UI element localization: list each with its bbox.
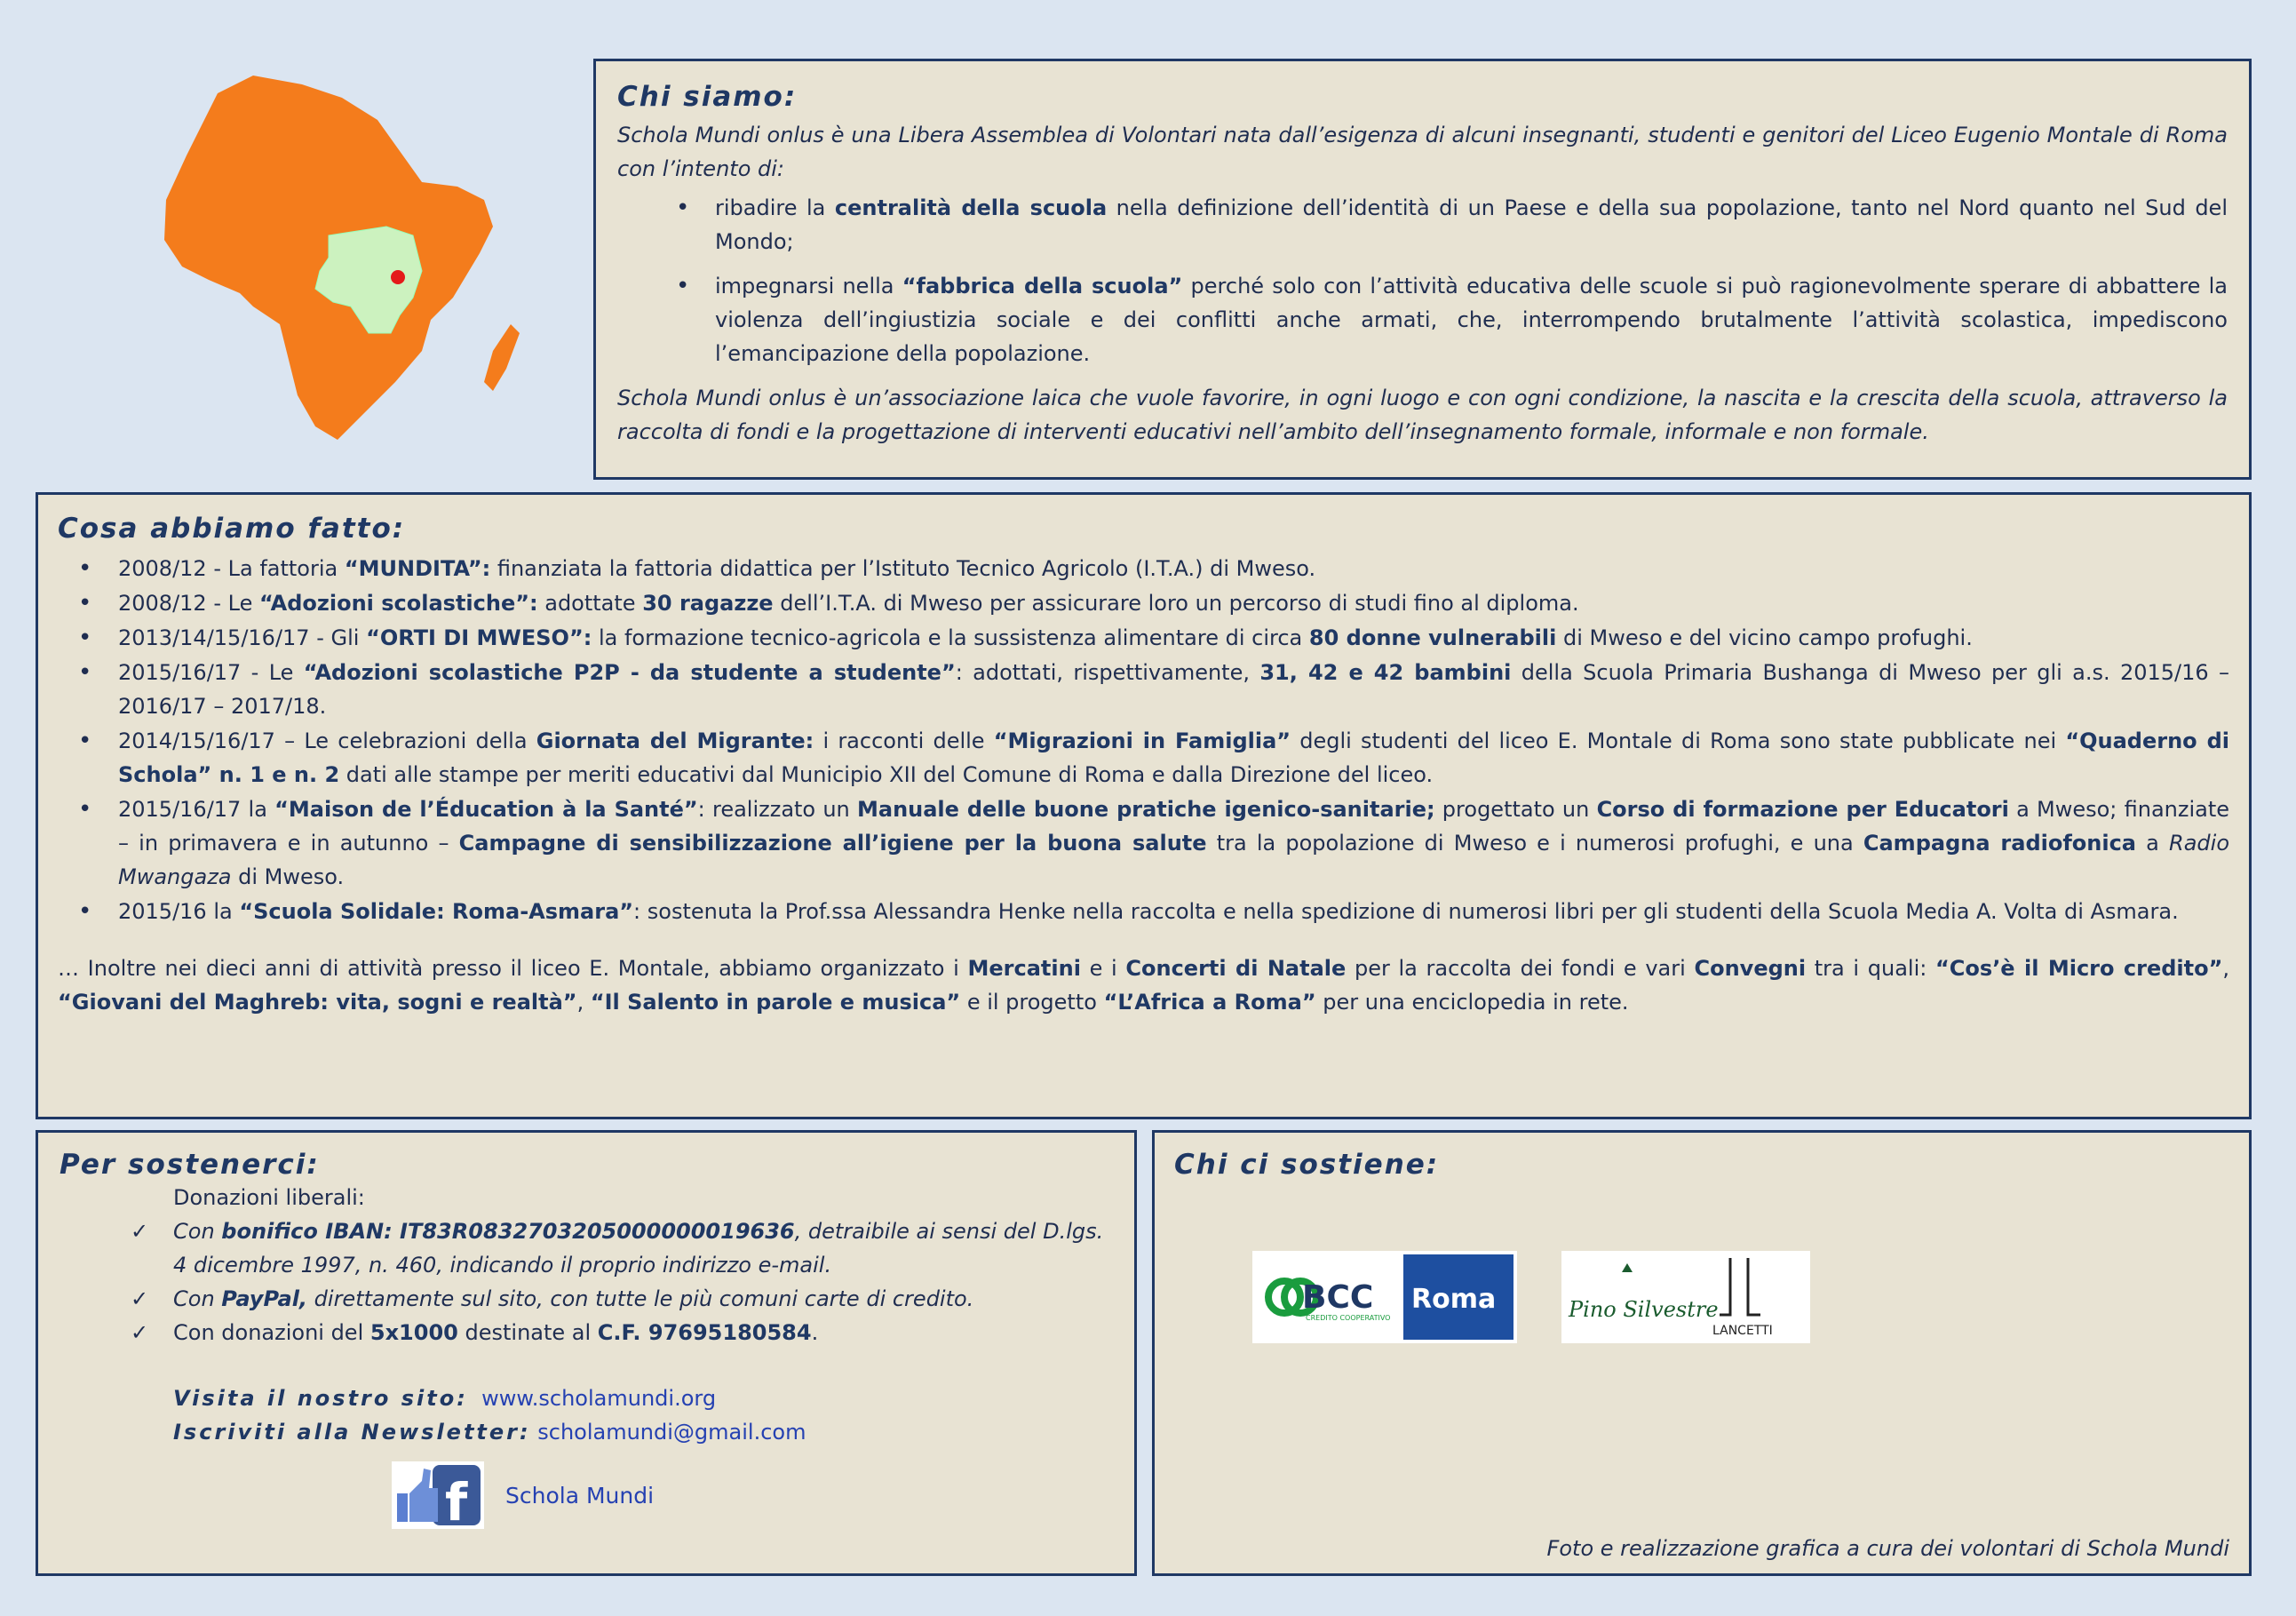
chi-siamo-list: [617, 191, 2228, 370]
sostiene-title: Chi ci sostiene:: [1174, 1149, 1440, 1181]
list-item: • ribadire la centralità della scuola nella definizione dell’identità di un Paese e della sua popolazione, tanto nel Nord quanto nel Sud del Mondo;: [715, 191, 2228, 259]
check-icon: ✓: [131, 1320, 149, 1345]
facebook-link[interactable]: [392, 1461, 654, 1529]
list-item: • impegnarsi nella “fabbrica della scuola” perché solo con l’attività educativa delle scuole si può ragionevolmente sperare di abbattere la violenza dell’ingiustizia sociale e dei conflitti anche armati, che, interrompendo brutalmente l’attività scolastica, impediscono l’emancipazione della popolazione.: [715, 269, 2228, 370]
list-item: ✓ Con bonifico IBAN: IT83R0832703205000000019636, detraibile ai sensi del D.lgs. 4 dicembre 1997, n. 460, indicando il proprio indirizzo e-mail.: [60, 1214, 1113, 1282]
pino-silvestre-lancetti-logo: [1561, 1251, 1810, 1343]
newsletter-line: [173, 1415, 1113, 1449]
roma-text: Roma: [1411, 1284, 1497, 1315]
svg-text:f: f: [445, 1472, 468, 1529]
donations-label: Donazioni liberali:: [173, 1185, 365, 1210]
bcc-subtext: CREDITO COOPERATIVO: [1306, 1314, 1391, 1322]
cosa-extra: … Inoltre nei dieci anni di attività presso il liceo E. Montale, abbiamo organizzato i Mercatini e i Concerti di Natale per la raccolta dei fondi e vari Convegni tra i quali: “Cos’è il Micro credito”, “Giovani del Maghreb: vita, sogni e realtà”, “Il Salento in parole e musica” e il progetto “L’Africa a Roma” per una enciclopedia in rete.: [58, 956, 2230, 1015]
per-sostenerci-box: [36, 1130, 1137, 1576]
list-item: • 2008/12 - La fattoria “MUNDITA”: finanziata la fattoria didattica per l’Istituto Tecnico Agricolo (I.T.A.) di Mweso.: [118, 552, 2229, 585]
mweso-marker: [391, 270, 405, 284]
website-line: [173, 1381, 1113, 1415]
list-item: • 2015/16/17 - Le “Adozioni scolastiche P2P - da studente a studente”: adottati, rispettivamente, 31, 42 e 42 bambini della Scuola Primaria Bushanga di Mweso per gli a.s. 2015/16 – 2016/17 – 2017/18.: [118, 656, 2229, 723]
check-icon: ✓: [131, 1219, 149, 1244]
list-item: • 2014/15/16/17 – Le celebrazioni della Giornata del Migrante: i racconti delle “Migrazioni in Famiglia” degli studenti del liceo E. Montale di Roma sono state pubblicate nei “Quaderno di Schola” n. 1 e n. 2 dati alle stampe per meriti educativi dal Municipio XII del Comune di Roma e dalla Direzione del liceo.: [118, 724, 2229, 792]
facebook-label: Schola Mundi: [505, 1482, 655, 1509]
chi-siamo-outro: Schola Mundi onlus è un’associazione laica che vuole favorire, in ogni luogo e con ogni condizione, la nascita e la crescita della scuola, attraverso la raccolta di fondi e la progettazione di interventi educativi nell’ambito dell’insegnamento formale, informale e non formale.: [617, 386, 2228, 444]
cosa-title: Cosa abbiamo fatto:: [58, 513, 406, 545]
check-icon: ✓: [131, 1286, 149, 1311]
chi-ci-sostiene-box: [1152, 1130, 2252, 1576]
chi-siamo-title: Chi siamo:: [617, 81, 798, 113]
newsletter-email-link[interactable]: scholamundi@gmail.com: [537, 1420, 806, 1445]
chi-siamo-intro: Schola Mundi onlus è una Libera Assemblea di Volontari nata dall’esigenza di alcuni insegnanti, studenti e genitori del Liceo Eugenio Montale di Roma con l’intento di:: [617, 123, 2228, 181]
africa-map: [155, 67, 528, 449]
lancetti-text: LANCETTI: [1712, 1324, 1773, 1338]
bcc-text: BCC: [1302, 1279, 1374, 1316]
website-label: Visita il nostro sito:: [173, 1386, 468, 1411]
list-item: • 2008/12 - Le “Adozioni scolastiche”: adottate 30 ragazze dell’I.T.A. di Mweso per assicurare loro un percorso di studi fino al diploma.: [118, 586, 2229, 620]
list-item: • 2015/16/17 la “Maison de l’Éducation à la Santé”: realizzato un Manuale delle buone pratiche igenico-sanitarie; progettato un Corso di formazione per Educatori a Mweso; finanziate – in primavera e in autunno – Campagne di sensibilizzazione all’igiene per la buona salute tra la popolazione di Mweso e i numerosi profughi, e una Campagna radiofonica a Radio Mwangaza di Mweso.: [118, 792, 2229, 894]
pino-lancetti-icon: [1561, 1251, 1810, 1343]
cosa-list: [58, 552, 2229, 928]
bcc-roma-logo: [1252, 1251, 1517, 1343]
newsletter-label: Iscriviti alla Newsletter:: [173, 1420, 531, 1445]
credit-note: Foto e realizzazione grafica a cura dei volontari di Schola Mundi: [1546, 1536, 2229, 1561]
list-item: • 2013/14/15/16/17 - Gli “ORTI DI MWESO”: la formazione tecnico-agricola e la sussistenza alimentare di circa 80 donne vulnerabili di Mweso e del vicino campo profughi.: [118, 621, 2229, 655]
website-link[interactable]: www.scholamundi.org: [481, 1386, 717, 1411]
list-item: • 2015/16 la “Scuola Solidale: Roma-Asmara”: sostenuta la Prof.ssa Alessandra Henke nella raccolta e nella spedizione di numerosi libri per gli studenti della Scuola Media A. Volta di Asmara.: [118, 895, 2229, 928]
cosa-abbiamo-fatto-box: [36, 492, 2252, 1119]
list-item: ✓ Con donazioni del 5x1000 destinate al C.F. 97695180584.: [60, 1316, 1113, 1349]
madagascar-shape: [484, 324, 520, 391]
pino-text: Pino Silvestre: [1569, 1297, 1719, 1322]
facebook-like-icon: [392, 1461, 484, 1529]
bcc-icon: [1252, 1251, 1517, 1343]
per-title: Per sostenerci:: [60, 1149, 320, 1181]
list-item: ✓ Con PayPal, direttamente sul sito, con tutte le più comuni carte di credito.: [60, 1282, 1113, 1316]
chi-siamo-box: [593, 59, 2252, 480]
